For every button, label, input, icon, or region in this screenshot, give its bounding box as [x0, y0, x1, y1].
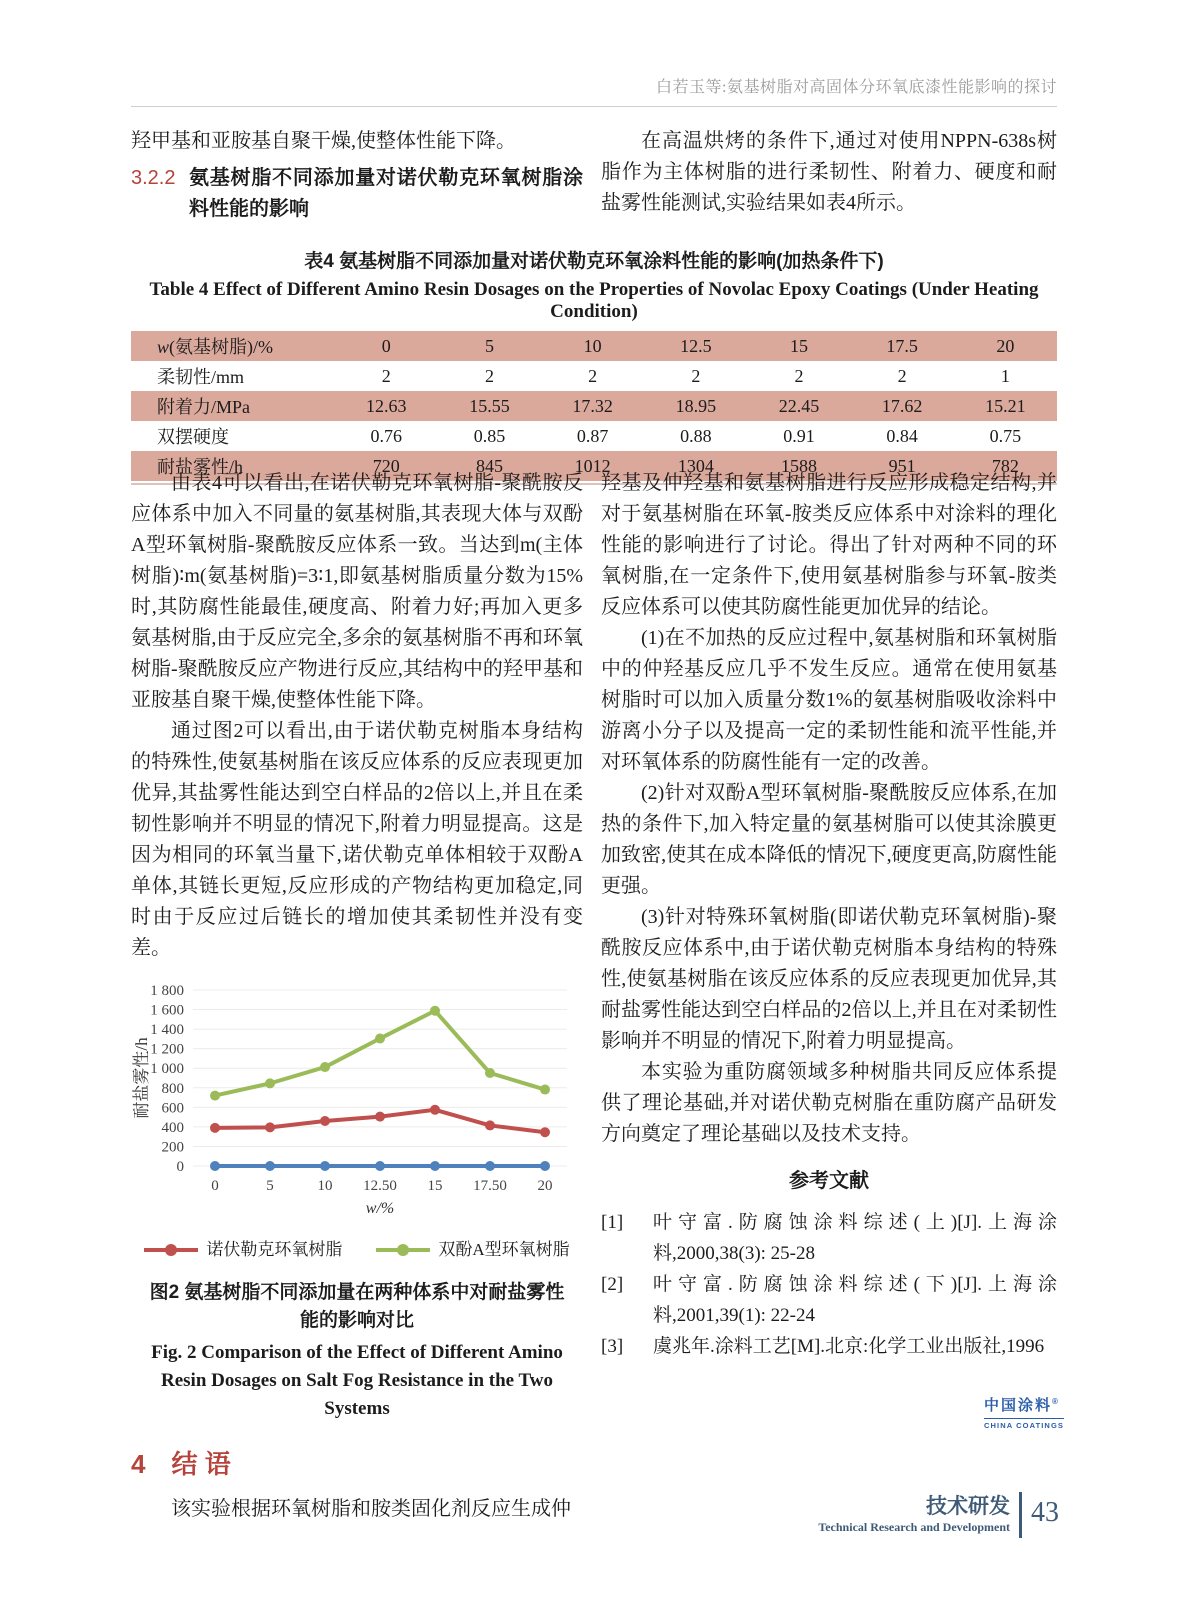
table-cell: 720	[372, 455, 400, 476]
table-row	[131, 361, 1057, 391]
table-cell: 18.95	[675, 395, 717, 416]
table-cell: 2	[897, 365, 907, 386]
table-cell: 17.32	[572, 395, 613, 416]
data-point	[430, 1006, 440, 1016]
registered-mark-icon: ®	[1052, 1397, 1058, 1406]
table4-block	[131, 246, 1057, 485]
table-cell: 0.75	[989, 425, 1022, 446]
data-point	[430, 1161, 440, 1171]
y-tick-label: 200	[161, 1139, 184, 1156]
paragraph: 羟基及仲羟基和氨基树脂进行反应形成稳定结构,并对于氨基树脂在环氧-胺类反应体系中对涂料的理化性能的影响进行了讨论。得出了针对两种不同的环氧树脂,在一定条件下,使用氨基树脂参与环氧-胺类反应体系可以使其防腐性能更加优异的结论。	[601, 472, 1057, 618]
table-row	[131, 331, 1057, 361]
table4-caption-zh: 表4 氨基树脂不同添加量对诺伏勒克环氧涂料性能的影响(加热条件下)	[304, 251, 884, 272]
row-label: 双摆硬度	[157, 427, 229, 447]
data-point	[265, 1161, 275, 1171]
section-title: 氨基树脂不同添加量对诺伏勒克环氧树脂涂料性能的影响	[189, 167, 583, 220]
reference-number: [3]	[601, 1336, 624, 1357]
section-number: 4	[131, 1449, 146, 1479]
section-heading-3-2-2	[131, 163, 583, 225]
table-cell: 0.88	[680, 425, 712, 446]
page-footer	[818, 1492, 1059, 1538]
paragraph: 由表4可以看出,在诺伏勒克环氧树脂-聚酰胺反应体系中加入不同量的氨基树脂,其表现大体与双酚A型环氧树脂-聚酰胺反应体系一致。当达到m(主体树脂)∶m(氨基树脂)=3∶1,即氨基树脂质量分数为15%时,其防腐性能最佳,硬度高、附着力好;再加入更多氨基树脂,由于反应完全,多余的氨基树脂不再和环氧树脂-聚酰胺反应产物进行反应,其结构中的羟甲基和亚胺基自聚干燥,使整体性能下降。	[131, 472, 583, 711]
column-top-left	[131, 126, 583, 225]
data-point	[210, 1123, 220, 1133]
y-tick-label: 1 800	[150, 983, 184, 999]
legend-marker-bisphenol-icon	[376, 1248, 430, 1252]
x-tick-label: 20	[537, 1178, 553, 1194]
section-heading-4	[131, 1449, 583, 1480]
table-cell: 2	[691, 365, 701, 386]
data-point	[485, 1161, 495, 1171]
row-label: w(氨基树脂)/%	[157, 337, 273, 357]
y-tick-label: 1 400	[150, 1022, 184, 1039]
x-axis-title: w/%	[365, 1200, 395, 1217]
legend-marker-novolac-icon	[144, 1248, 198, 1252]
running-title: 白若玉等:氨基树脂对高固体分环氧底漆性能影响的探讨	[656, 79, 1057, 96]
table4-caption-en: Table 4 Effect of Different Amino Resin Dosages on the Properties of Novolac Epoxy Coatings (Under Heating Condition)	[149, 279, 1039, 322]
x-tick-label: 10	[317, 1178, 333, 1194]
paragraph: 通过图2可以看出,由于诺伏勒克树脂本身结构的特殊性,使氨基树脂在该反应体系的反应表现更加优异,其盐雾性能达到空白样品的2倍以上,并且在柔韧性影响并不明显的情况下,附着力明显提高。这是因为相同的环氧当量下,诺伏勒克单体相较于双酚A单体,其链长更短,反应形成的产物结构更加稳定,同时由于反应过后链长的增加使其柔韧性并没有变差。	[131, 720, 583, 959]
row-label: 耐盐雾性/h	[157, 457, 244, 477]
series-line	[215, 1011, 545, 1096]
table-cell: 15.55	[469, 395, 510, 416]
fig2-chart	[131, 976, 583, 1222]
table-cell: 1	[1000, 365, 1010, 386]
header-rule	[131, 106, 1057, 107]
table-cell: 0.85	[473, 425, 506, 446]
fig2-legend	[131, 1234, 583, 1265]
section-title: 结 语	[171, 1449, 231, 1479]
reference-item	[601, 1331, 1057, 1362]
table-cell: 10	[583, 335, 602, 356]
section-number: 3.2.2	[131, 167, 176, 189]
paragraph: 本实验为重防腐领域多种树脂共同反应体系提供了理论基础,并对诺伏勒克树脂在重防腐产品研发方向奠定了理论基础以及技术支持。	[601, 1061, 1057, 1145]
table-cell: 2	[484, 365, 494, 386]
table-cell: 2	[381, 365, 391, 386]
legend-label-novolac: 诺伏勒克环氧树脂	[206, 1240, 343, 1259]
y-tick-label: 0	[176, 1159, 184, 1175]
data-point	[210, 1161, 220, 1171]
table-cell: 0.76	[370, 425, 403, 446]
footer-section-labels	[818, 1495, 1010, 1535]
table-cell: 0.84	[886, 425, 918, 446]
data-point	[485, 1120, 495, 1130]
figure2	[131, 976, 583, 1265]
table-cell: 782	[991, 455, 1019, 476]
x-tick-label: 12.50	[363, 1178, 397, 1194]
column-main-left	[131, 468, 583, 1525]
table-cell: 0	[381, 335, 391, 356]
footer-section-en: Technical Research and Development	[818, 1520, 1010, 1534]
reference-number: [2]	[601, 1274, 624, 1295]
reference-text: 叶守富.防腐蚀涂料综述(上)[J].上海涂料,2000,38(3): 25-28	[653, 1212, 1057, 1264]
y-tick-label: 1 600	[150, 1002, 184, 1019]
table4	[131, 331, 1057, 481]
reference-text: 叶守富.防腐蚀涂料综述(下)[J].上海涂料,2001,39(1): 22-24	[653, 1274, 1057, 1326]
table-cell: 1012	[574, 455, 611, 476]
y-tick-label: 1 200	[150, 1041, 184, 1058]
table-cell: 12.5	[680, 335, 712, 356]
y-tick-label: 600	[161, 1100, 184, 1117]
paragraph: 该实验根据环氧树脂和胺类固化剂反应生成仲	[171, 1498, 571, 1520]
logo-text-en: CHINA COATINGS	[984, 1418, 1064, 1430]
table-cell: 22.45	[778, 395, 820, 416]
table-cell: 15	[789, 335, 808, 356]
table-cell: 5	[484, 335, 494, 356]
data-point	[320, 1062, 330, 1072]
data-point	[540, 1127, 550, 1137]
table4-body	[131, 331, 1057, 481]
legend-label-bisphenol: 双酚A型环氧树脂	[438, 1240, 570, 1259]
table-cell: 12.63	[366, 395, 407, 416]
data-point	[210, 1091, 220, 1101]
table-row	[131, 391, 1057, 421]
paragraph: (1)在不加热的反应过程中,氨基树脂和环氧树脂中的仲羟基反应几乎不发生反应。通常在使用氨基树脂时可以加入质量分数1%的氨基树脂吸收涂料中游离小分子以及提高一定的柔韧性能和流平性能,并对环氧体系的防腐性能有一定的改善。	[601, 627, 1057, 773]
row-label: 附着力/MPa	[157, 397, 251, 417]
y-tick-label: 1 000	[150, 1061, 184, 1078]
data-point	[265, 1122, 275, 1132]
y-tick-label: 400	[161, 1119, 184, 1136]
paragraph: 在高温烘烤的条件下,通过对使用NPPN-638s树脂作为主体树脂的进行柔韧性、附着力、硬度和耐盐雾性能测试,实验结果如表4所示。	[601, 130, 1057, 214]
y-axis-title: 耐盐雾性/h	[132, 1037, 151, 1119]
paragraph: 羟甲基和亚胺基自聚干燥,使整体性能下降。	[131, 130, 516, 152]
paragraph: (2)针对双酚A型环氧树脂-聚酰胺反应体系,在加热的条件下,加入特定量的氨基树脂可以使其涂膜更加致密,使其在成本降低的情况下,硬度更高,防腐性能更强。	[601, 782, 1057, 897]
reference-item	[601, 1207, 1057, 1269]
legend-item-novolac	[144, 1234, 342, 1265]
data-point	[375, 1033, 385, 1043]
data-point	[540, 1085, 550, 1095]
x-tick-label: 0	[211, 1178, 219, 1194]
table-cell: 17.62	[881, 395, 923, 416]
table-cell: 845	[475, 455, 503, 476]
reference-text: 虞兆年.涂料工艺[M].北京:化学工业出版社,1996	[653, 1336, 1045, 1357]
column-main-right	[601, 468, 1057, 1362]
reference-number: [1]	[601, 1212, 624, 1233]
data-point	[375, 1112, 385, 1122]
fig2-caption-zh: 图2 氨基树脂不同添加量在两种体系中对耐盐雾性能的影响对比	[149, 1282, 565, 1331]
data-point	[540, 1161, 550, 1171]
table-cell: 20	[996, 335, 1015, 356]
table-cell: 2	[794, 365, 804, 386]
data-point	[375, 1161, 385, 1171]
fig2-caption-en: Fig. 2 Comparison of the Effect of Different Amino Resin Dosages on Salt Fog Resistance in the Two Systems	[151, 1342, 563, 1419]
row-label: 柔韧性/mm	[157, 367, 245, 387]
x-tick-label: 5	[266, 1178, 274, 1194]
table-cell: 0.87	[576, 425, 609, 446]
table-cell: 0.91	[783, 425, 815, 446]
column-top-right	[601, 126, 1057, 219]
china-coatings-logo	[984, 1394, 1064, 1433]
y-tick-label: 800	[161, 1080, 184, 1097]
paragraph: (3)针对特殊环氧树脂(即诺伏勒克环氧树脂)-聚酰胺反应体系中,由于诺伏勒克树脂本身结构的特殊性,使氨基树脂在该反应体系的反应表现更加优异,其耐盐雾性能达到空白样品的2倍以上,并且在对柔韧性影响并不明显的情况下,附着力明显提高。	[601, 906, 1057, 1052]
x-tick-label: 15	[427, 1178, 443, 1194]
data-point	[485, 1068, 495, 1078]
table-cell: 951	[888, 455, 916, 476]
footer-divider	[1019, 1492, 1022, 1538]
data-point	[320, 1161, 330, 1171]
page-number: 43	[1031, 1497, 1059, 1528]
table-cell: 2	[588, 365, 598, 386]
table-row	[131, 421, 1057, 451]
table-cell: 1588	[780, 455, 817, 476]
legend-item-bisphenol	[376, 1234, 569, 1265]
table-cell: 17.5	[886, 335, 918, 356]
x-tick-label: 17.50	[473, 1178, 507, 1194]
data-point	[320, 1116, 330, 1126]
table-cell: 15.21	[985, 395, 1026, 416]
data-point	[265, 1078, 275, 1088]
data-point	[430, 1105, 440, 1115]
reference-item	[601, 1269, 1057, 1331]
references-heading: 参考文献	[789, 1170, 869, 1192]
table-cell: 1304	[677, 455, 714, 476]
footer-section-zh: 技术研发	[926, 1495, 1010, 1518]
references-list	[601, 1207, 1057, 1362]
logo-text-zh: 中国涂料®	[984, 1397, 1058, 1414]
